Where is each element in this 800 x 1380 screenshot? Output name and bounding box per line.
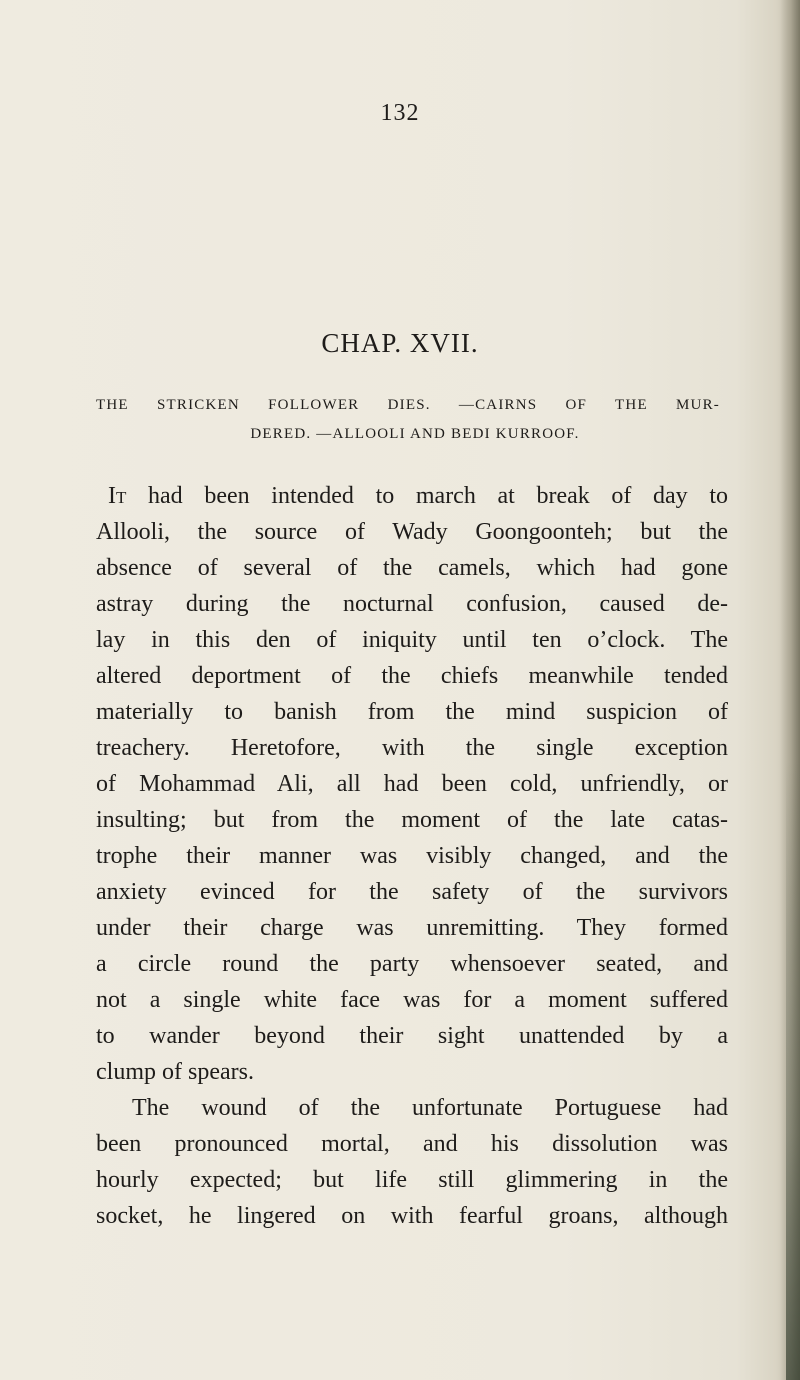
body-line-11: trophe their manner was visibly changed, and the xyxy=(96,843,728,869)
body-line-16: to wander beyond their sight unattended by a xyxy=(96,1023,728,1049)
page-edge-stain xyxy=(786,760,800,1380)
body-line-20: hourly expected; but life still glimmering in the xyxy=(96,1167,728,1193)
body-line-1 xyxy=(108,478,728,514)
body-line-14: a circle round the party whensoever seated, and xyxy=(96,951,728,977)
chapter-summary-line-2: DERED. —ALLOOLI AND BEDI KURROOF. xyxy=(250,426,580,442)
body-line-21: socket, he lingered on with fearful groans, although xyxy=(96,1203,728,1229)
body-line-18: The wound of the unfortunate Portuguese had xyxy=(132,1095,728,1121)
body-line-17: clump of spears. xyxy=(96,1059,254,1085)
chapter-title: CHAP. XVII. xyxy=(321,328,479,358)
body-line-4: astray during the nocturnal confusion, caused de- xyxy=(96,591,728,617)
chapter-summary-line-1: THE STRICKEN FOLLOWER DIES. —CAIRNS OF THE MUR- xyxy=(96,397,720,413)
body-line-2: Allooli, the source of Wady Goongoonteh; but the xyxy=(96,519,728,545)
opening-word: It xyxy=(108,483,127,509)
body-line-3: absence of several of the camels, which had gone xyxy=(96,555,728,581)
body-line-12: anxiety evinced for the safety of the survivors xyxy=(96,879,728,905)
body-line-13: under their charge was unremitting. They formed xyxy=(96,915,728,941)
body-line-8: treachery. Heretofore, with the single exception xyxy=(96,735,728,761)
body-line-9: of Mohammad Ali, all had been cold, unfriendly, or xyxy=(96,771,728,797)
body-line-15: not a single white face was for a moment suffered xyxy=(96,987,728,1013)
body-line-10: insulting; but from the moment of the late catas- xyxy=(96,807,728,833)
page-number: 132 xyxy=(380,100,420,126)
body-line-19: been pronounced mortal, and his dissolution was xyxy=(96,1131,728,1157)
body-line-7: materially to banish from the mind suspicion of xyxy=(96,699,728,725)
body-line-5: lay in this den of iniquity until ten o’clock. The xyxy=(96,627,728,653)
body-line-1-text: had been intended to march at break of day to xyxy=(126,483,728,509)
body-line-6: altered deportment of the chiefs meanwhile tended xyxy=(96,663,728,689)
